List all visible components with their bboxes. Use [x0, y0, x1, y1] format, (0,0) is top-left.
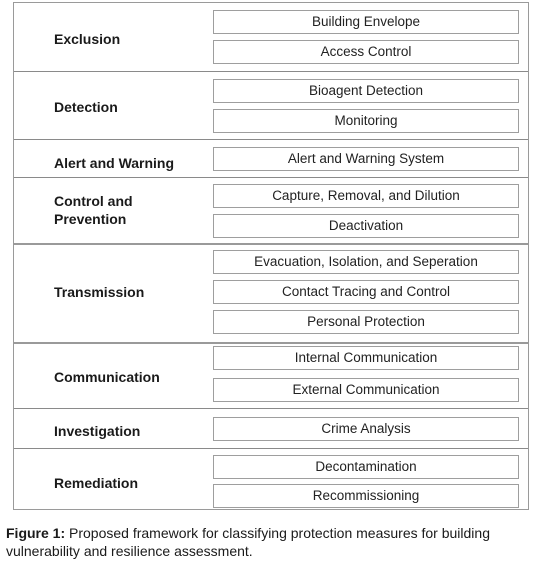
- caption-text: Proposed framework for classifying protection measures for building vulnerability and resilience assessment.: [6, 525, 490, 559]
- category-label: Detection: [54, 99, 118, 115]
- measure-box: Decontamination: [213, 455, 519, 479]
- category-label: Transmission: [54, 284, 145, 300]
- category-label: Exclusion: [54, 31, 121, 47]
- measure-box: External Communication: [213, 378, 519, 402]
- section-transmission: [14, 243, 528, 342]
- section-communication: [14, 342, 528, 408]
- section-investigation: [14, 408, 528, 448]
- measure-box: Building Envelope: [213, 10, 519, 34]
- measure-box: Personal Protection: [213, 310, 519, 334]
- measure-box: Crime Analysis: [213, 417, 519, 441]
- measure-box: Monitoring: [213, 109, 519, 133]
- measure-box: Access Control: [213, 40, 519, 64]
- measure-box: Deactivation: [213, 214, 519, 238]
- measure-box: Contact Tracing and Control: [213, 280, 519, 304]
- framework-diagram: [13, 2, 529, 510]
- measure-box: Capture, Removal, and Dilution: [213, 184, 519, 208]
- category-label: Remediation: [54, 475, 139, 491]
- section-detection: [14, 71, 528, 139]
- category-label: Communication: [54, 369, 160, 385]
- measure-box: Alert and Warning System: [213, 147, 519, 171]
- measure-box: Evacuation, Isolation, and Seperation: [213, 250, 519, 274]
- category-label: Alert and Warning: [54, 155, 175, 171]
- category-label: Investigation: [54, 423, 141, 439]
- section-control-and-prevention: [14, 177, 528, 243]
- measure-box: Recommissioning: [213, 484, 519, 508]
- measure-box: Bioagent Detection: [213, 79, 519, 103]
- section-exclusion: [14, 3, 528, 71]
- category-label: Control and Prevention: [54, 193, 133, 227]
- section-alert-and-warning: [14, 139, 528, 177]
- section-remediation: [14, 448, 528, 509]
- figure-caption: [6, 524, 541, 560]
- caption-label: Figure 1:: [6, 525, 66, 541]
- measure-box: Internal Communication: [213, 346, 519, 370]
